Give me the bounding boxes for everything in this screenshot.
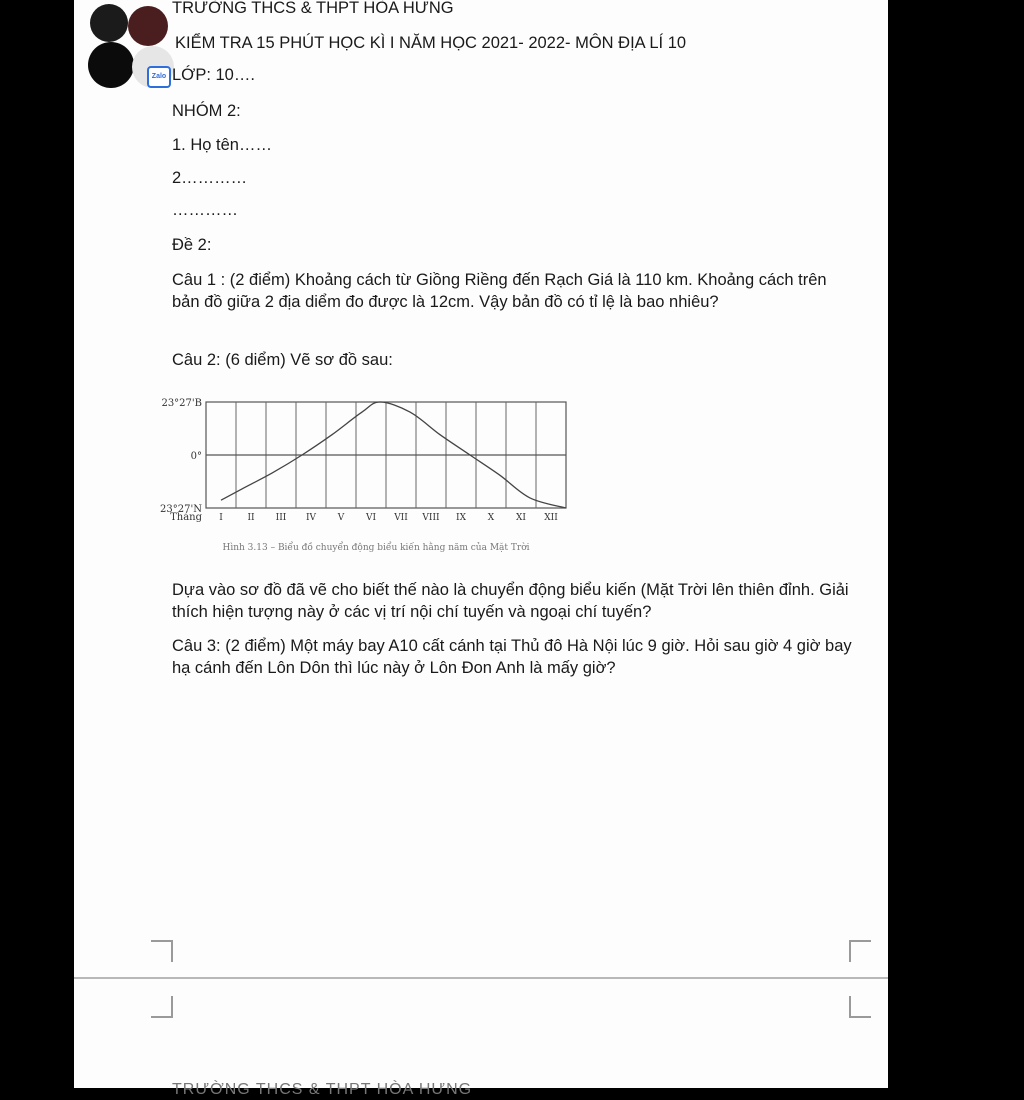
chart-svg [160, 390, 619, 560]
chart-y-tick-label: 0° [190, 451, 202, 462]
avatar [88, 42, 134, 88]
exam-title: KIỂM TRA 15 PHÚT HỌC KÌ I NĂM HỌC 2021- 2022- MÔN ĐỊA LÍ 10 [175, 34, 687, 52]
document-page [74, 0, 888, 1098]
exam-code: Đề 2: [172, 236, 212, 254]
page-corner-mark [849, 996, 871, 1018]
question-1: Câu 1 : (2 điểm) Khoảng cách từ Giồng Riềng đến Rạch Giá là 110 km. Khoảng cách trên bản đồ giữa 2 địa diểm đo được là 12cm. Vậy bản đồ có tỉ lệ là bao nhiêu? [172, 271, 827, 311]
member-2-line: 2………… [172, 169, 248, 187]
page-corner-mark [849, 940, 871, 962]
class-label: LỚP: 10…. [172, 66, 255, 84]
avatar [90, 4, 128, 42]
chart-x-tick-label: VII [394, 513, 408, 523]
chart-x-tick-label: VI [365, 513, 377, 523]
chart-x-axis-label: Tháng [170, 512, 202, 523]
question-2: Câu 2: (6 diểm) Vẽ sơ đồ sau: [172, 351, 393, 369]
chart-x-tick-label: X [487, 513, 495, 523]
question-3: Câu 3: (2 điểm) Một máy bay A10 cất cánh tại Thủ đô Hà Nội lúc 9 giờ. Hỏi sau giờ 4 giờ bay hạ cánh đến Lôn Dôn thì lúc này ở Lôn Đon Anh là mấy giờ? [172, 637, 852, 677]
page-corner-mark [151, 940, 173, 962]
chart-y-tick-label: 23°27'N [160, 504, 202, 515]
chart-x-tick-label: II [247, 513, 255, 523]
chart-x-tick-label: III [275, 513, 287, 523]
chart-x-tick-label: XII [544, 513, 558, 523]
next-page-header: TRƯỜNG THCS & THPT HÒA HƯNG [172, 1081, 473, 1098]
question-2-followup: Dựa vào sơ đồ đã vẽ cho biết thế nào là chuyển động biểu kiến (Mặt Trời lên thiên đỉnh. Giải thích hiện tượng này ở các vị trí nội chí tuyến và ngoại chí tuyến? [172, 581, 849, 621]
zalo-icon[interactable]: Zalo [147, 66, 171, 88]
chart-caption: Hình 3.13 – Biểu đồ chuyển động biểu kiến hằng năm của Mặt Trời [222, 543, 530, 553]
chart-x-tick-label: IX [456, 513, 466, 523]
school-name: TRƯỜNG THCS & THPT HÒA HƯNG [172, 0, 454, 17]
page-separator [74, 977, 888, 979]
member-1-line: 1. Họ tên…… [172, 136, 272, 154]
chart-x-tick-label: I [219, 513, 223, 523]
chart-x-tick-label: IV [305, 513, 317, 523]
chart-x-tick-label: VIII [422, 513, 440, 523]
member-3-line: ………… [172, 201, 238, 219]
chart-x-tick-label: XI [516, 513, 526, 523]
page-corner-mark [151, 996, 173, 1018]
chart-x-tick-label: V [337, 513, 345, 523]
chart-y-tick-label: 23°27'B [161, 398, 202, 409]
group-label: NHÓM 2: [172, 102, 241, 120]
avatar [128, 6, 168, 46]
sun-movement-chart [160, 390, 619, 560]
